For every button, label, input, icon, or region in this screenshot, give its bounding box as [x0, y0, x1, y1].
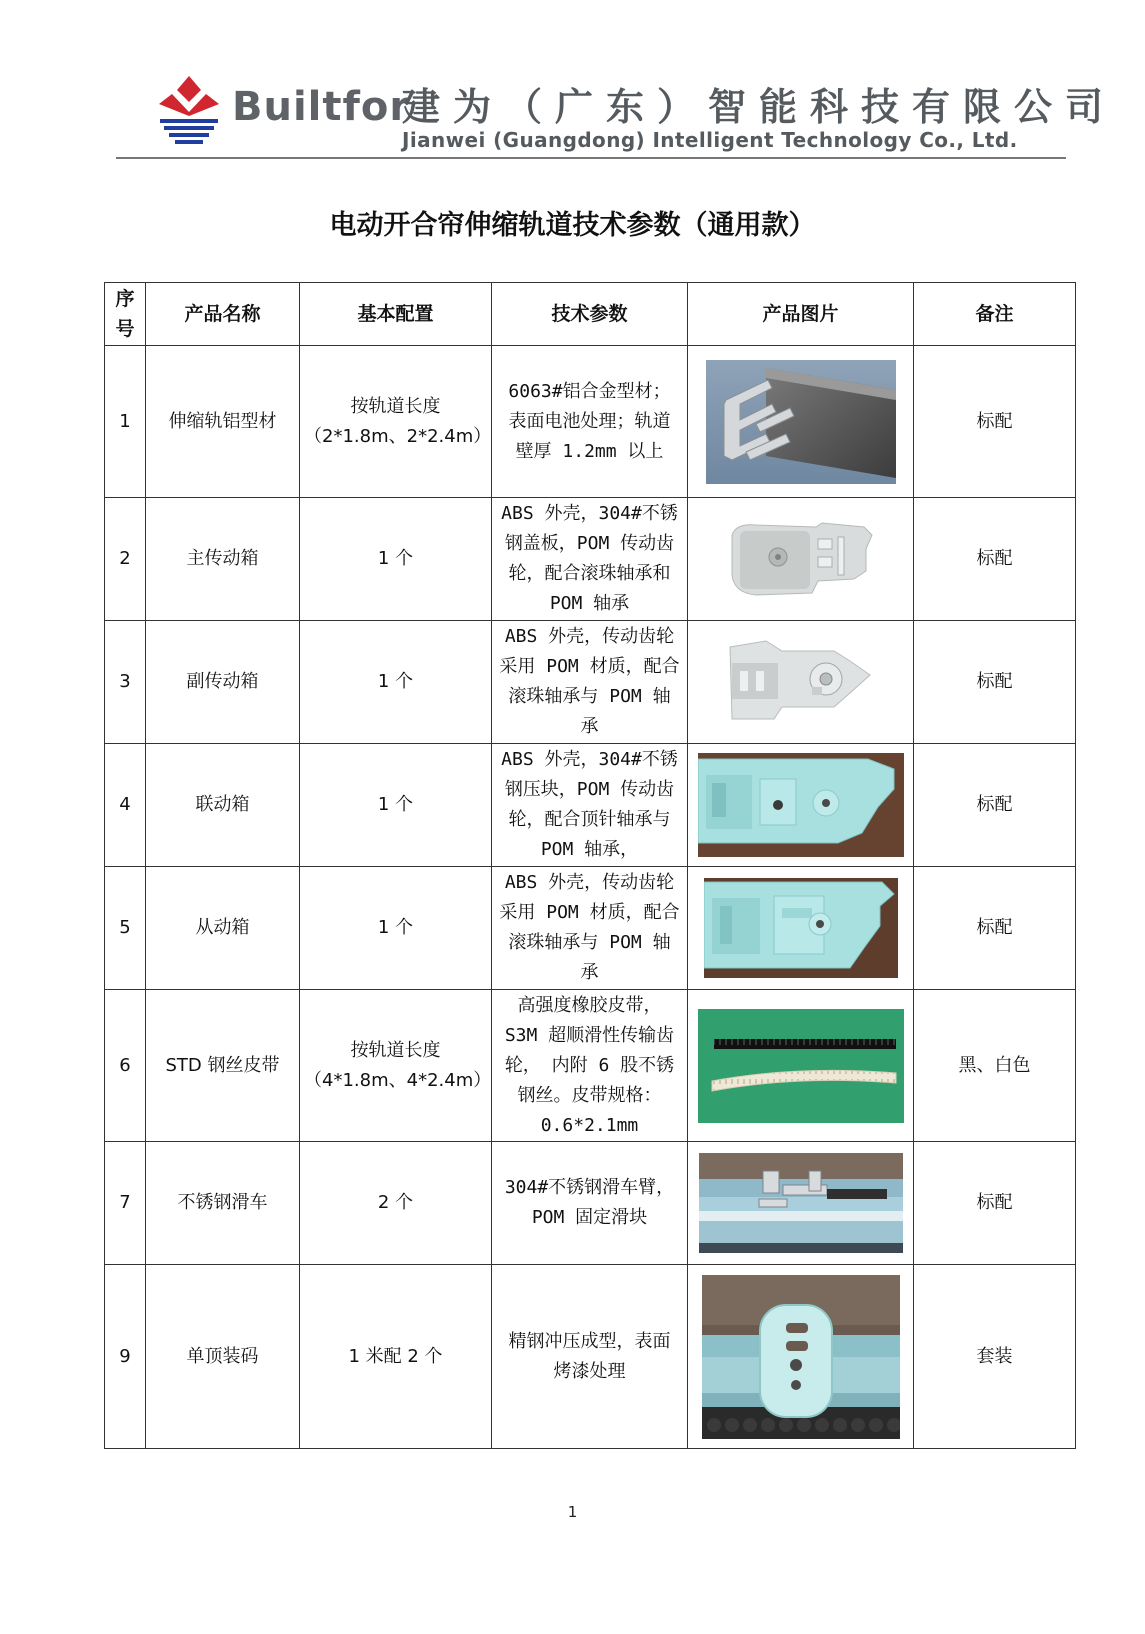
- row-name: STD 钢丝皮带: [146, 990, 300, 1142]
- row-remark: 标配: [914, 621, 1076, 744]
- header-divider: [116, 157, 1066, 159]
- tech-line: 轮，配合顶针轴承与: [508, 809, 671, 830]
- tech-line: 承: [580, 962, 599, 983]
- row-image: [688, 744, 914, 867]
- row-tech: [492, 621, 688, 744]
- row-tech: [492, 744, 688, 867]
- tech-line: 轮，配合滚珠轴承和: [508, 563, 671, 584]
- document-title: 电动开合帘伸缩轨道技术参数（通用款）: [329, 210, 816, 241]
- row-remark: 标配: [914, 498, 1076, 621]
- tech-line: 钢压块，POM 传动齿: [504, 779, 675, 800]
- tech-line: 高强度橡胶皮带，: [517, 994, 662, 1016]
- secondary-gearbox-photo: [726, 635, 876, 729]
- steel-wire-belt-photo: [698, 1009, 904, 1123]
- row-config: [300, 498, 492, 621]
- row-image: [688, 867, 914, 990]
- ceiling-bracket-photo: [702, 1275, 900, 1439]
- tech-line: S3M 超顺滑性传输齿: [504, 1024, 675, 1046]
- row-tech: [492, 346, 688, 498]
- row-image: [688, 346, 914, 498]
- row-image: [688, 621, 914, 744]
- table-row: [105, 621, 1076, 744]
- tech-line: 壁厚 1.2mm 以上: [515, 440, 664, 462]
- tech-line: 采用 POM 材质，配合: [499, 902, 680, 923]
- config-line: 1 个: [377, 917, 414, 938]
- row-image: [688, 1265, 914, 1449]
- tech-line: POM 轴承，: [540, 839, 639, 860]
- header-tech: 技术参数: [492, 283, 688, 346]
- table-row: [105, 1142, 1076, 1265]
- row-config: [300, 1265, 492, 1449]
- row-name: 联动箱: [146, 744, 300, 867]
- tech-line: 采用 POM 材质，配合: [499, 656, 680, 677]
- row-tech: [492, 498, 688, 621]
- row-image: [688, 1142, 914, 1265]
- row-config: [300, 1142, 492, 1265]
- tech-line: POM 固定滑块: [531, 1207, 648, 1228]
- tech-line: 钢丝。皮带规格：: [517, 1084, 662, 1106]
- row-no: 9: [105, 1265, 146, 1449]
- row-name: 从动箱: [146, 867, 300, 990]
- header-config: 基本配置: [300, 283, 492, 346]
- table-row: [105, 990, 1076, 1142]
- header-remark: 备注: [914, 283, 1076, 346]
- table-row: [105, 1265, 1076, 1449]
- row-remark: 黑、白色: [914, 990, 1076, 1142]
- row-tech: [492, 867, 688, 990]
- tech-line: 304#不锈钢滑车臂，: [504, 1177, 675, 1198]
- row-name: 单顶装码: [146, 1265, 300, 1449]
- brand-name: Builtfor: [232, 84, 411, 130]
- row-no: 6: [105, 990, 146, 1142]
- tech-line: 轮， 内附 6 股不锈: [504, 1054, 675, 1076]
- header-name: 产品名称: [146, 283, 300, 346]
- config-line: 1 个: [377, 794, 414, 815]
- row-name: 主传动箱: [146, 498, 300, 621]
- config-line: （4*1.8m、4*2.4m）: [304, 1069, 492, 1091]
- row-no: 4: [105, 744, 146, 867]
- tech-line: 钢盖板，POM 传动齿: [504, 533, 675, 554]
- tech-line: 精钢冲压成型，表面: [508, 1330, 671, 1352]
- builtfor-logo-icon: [156, 74, 222, 146]
- company-name-en: Jianwei (Guangdong) Intelligent Technology Co., Ltd.: [402, 128, 1018, 152]
- row-no: 3: [105, 621, 146, 744]
- table-row: [105, 346, 1076, 498]
- row-remark: 套装: [914, 1265, 1076, 1449]
- table-row: [105, 744, 1076, 867]
- row-image: [688, 498, 914, 621]
- row-remark: 标配: [914, 867, 1076, 990]
- row-remark: 标配: [914, 1142, 1076, 1265]
- tech-line: ABS 外壳，传动齿轮: [504, 626, 675, 647]
- row-name: 不锈钢滑车: [146, 1142, 300, 1265]
- tech-line: 烤漆处理: [553, 1360, 626, 1382]
- tech-line: ABS 外壳，304#不锈: [501, 503, 678, 524]
- company-name-cn: 建为（广东）智能科技有限公司: [402, 85, 1117, 129]
- table-header-row: [105, 283, 1076, 346]
- row-no: 5: [105, 867, 146, 990]
- row-config: [300, 346, 492, 498]
- driven-box-photo: [704, 878, 898, 978]
- row-tech: [492, 990, 688, 1142]
- tech-line: ABS 外壳，304#不锈: [501, 749, 678, 770]
- linkage-box-photo: [698, 753, 904, 857]
- header-image: 产品图片: [688, 283, 914, 346]
- config-line: 1 个: [377, 671, 414, 692]
- aluminium-profile-photo: [706, 360, 896, 484]
- row-config: [300, 621, 492, 744]
- row-name: 副传动箱: [146, 621, 300, 744]
- tech-line: 滚珠轴承与 POM 轴: [508, 686, 671, 707]
- config-line: 1 个: [377, 548, 414, 569]
- config-line: （2*1.8m、2*2.4m）: [304, 425, 492, 447]
- spec-table: [104, 282, 1076, 1449]
- row-tech: [492, 1265, 688, 1449]
- config-line: 按轨道长度: [350, 1039, 441, 1061]
- tech-line: ABS 外壳，传动齿轮: [504, 872, 675, 893]
- row-config: [300, 744, 492, 867]
- row-no: 2: [105, 498, 146, 621]
- row-remark: 标配: [914, 744, 1076, 867]
- row-image: [688, 990, 914, 1142]
- config-line: 1 米配 2 个: [348, 1345, 443, 1367]
- row-config: [300, 867, 492, 990]
- row-config: [300, 990, 492, 1142]
- table-row: [105, 867, 1076, 990]
- tech-line: 滚珠轴承与 POM 轴: [508, 932, 671, 953]
- row-no: 1: [105, 346, 146, 498]
- row-tech: [492, 1142, 688, 1265]
- stainless-carriage-photo: [699, 1153, 903, 1253]
- row-no: 7: [105, 1142, 146, 1265]
- row-name: 伸缩轨铝型材: [146, 346, 300, 498]
- main-gearbox-photo: [726, 515, 876, 603]
- config-line: 按轨道长度: [350, 395, 441, 417]
- tech-line: 承: [580, 716, 599, 737]
- header-no: [105, 283, 146, 346]
- tech-line: 表面电池处理；轨道: [508, 410, 671, 432]
- tech-line: 0.6*2.1mm: [540, 1114, 639, 1136]
- tech-line: POM 轴承: [549, 593, 630, 614]
- table-row: [105, 498, 1076, 621]
- header-no-label: 序号: [115, 288, 135, 340]
- config-line: 2 个: [377, 1192, 414, 1213]
- page-number: 1: [567, 1503, 578, 1521]
- row-remark: 标配: [914, 346, 1076, 498]
- tech-line: 6063#铝合金型材；: [508, 380, 671, 402]
